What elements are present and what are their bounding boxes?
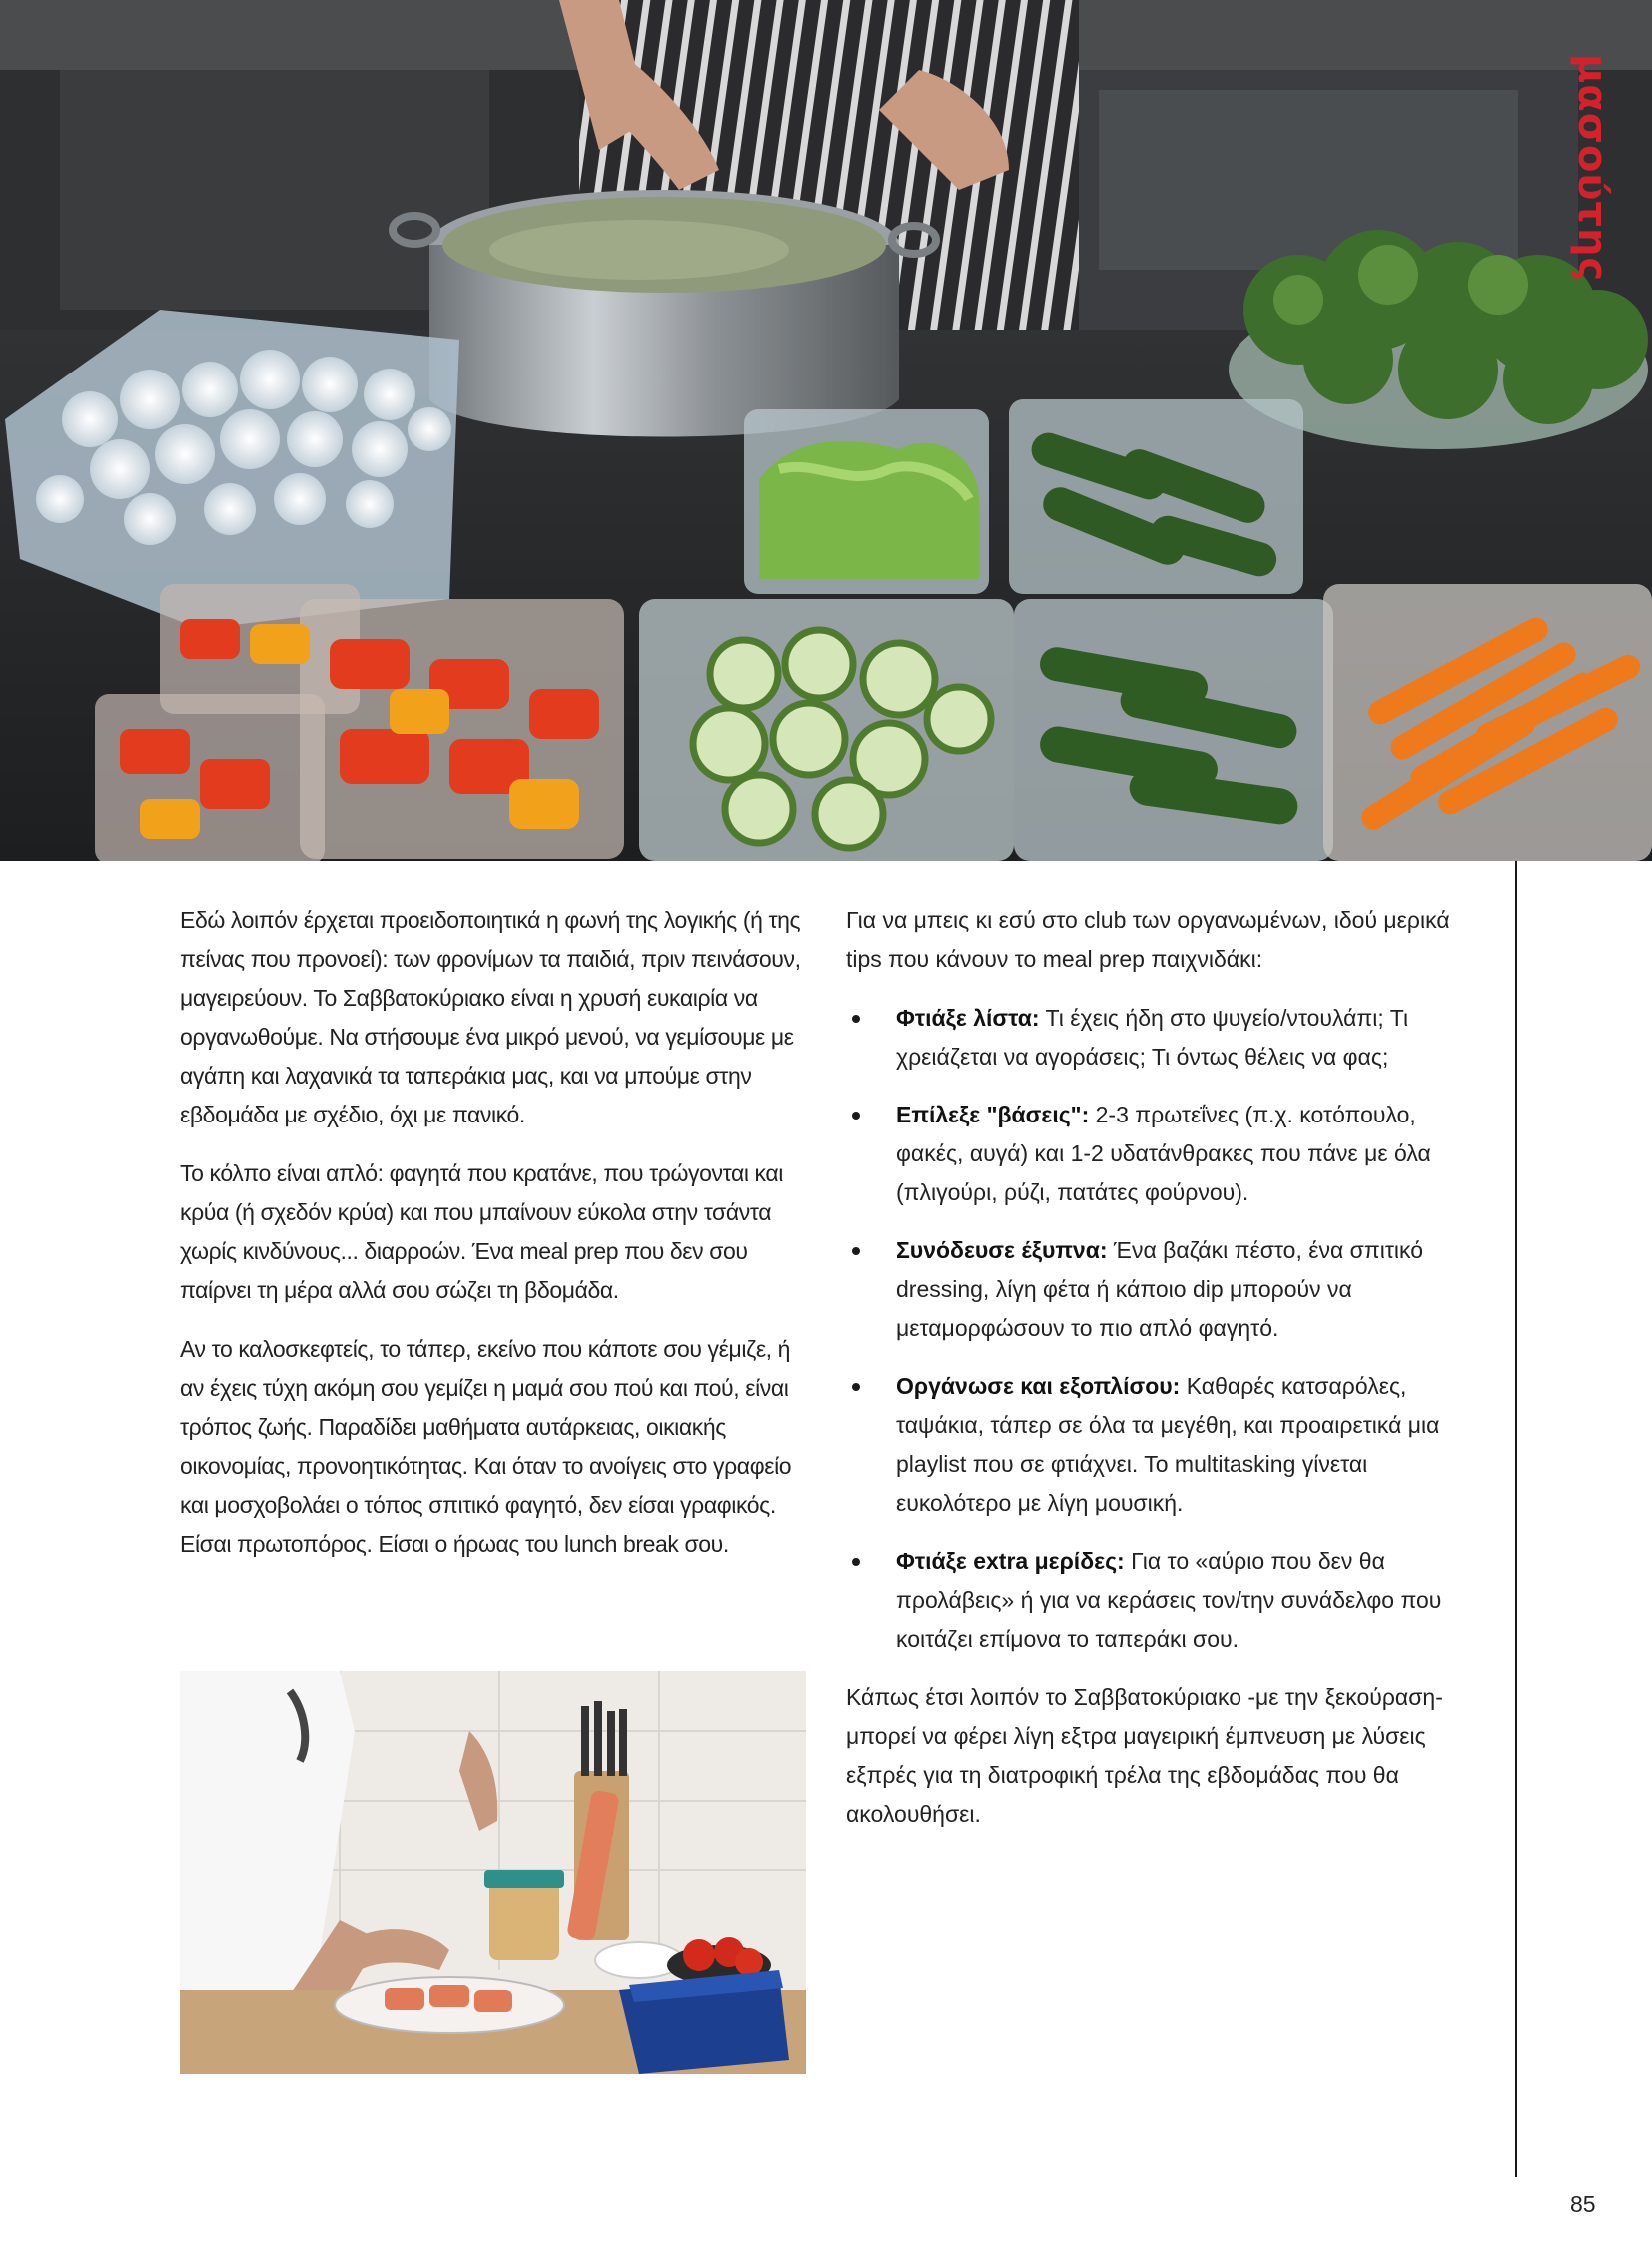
tip-title: Επίλεξε "βάσεις": [896, 1102, 1090, 1127]
list-item [846, 1096, 1470, 1212]
brand-logo [1569, 53, 1615, 283]
list-item [846, 1231, 1470, 1348]
tip-title: Οργάνωσε και εξοπλίσου: [896, 1373, 1181, 1399]
brand-logo-text: μασούτης [1569, 53, 1615, 283]
tips-intro: Για να μπεις κι εσύ στο club των οργανωμένων, ιδού μερικά tips που κάνουν το meal prep παιχνιδάκι: [846, 907, 1450, 972]
person-preparing-food-photo [180, 1671, 806, 2074]
column-divider [1515, 861, 1517, 2177]
tip-text: Ένα βαζάκι πέστο, ένα σπιτικό dressing, λίγη φέτα ή κάποιο dip μπορούν να μεταμορφώσουν το πιο απλό φαγητό. [896, 1237, 1424, 1341]
meal-prep-containers-photo [0, 0, 1652, 861]
tip-text: Για το «αύριο που δεν θα προλάβεις» ή για να κεράσεις τον/την συνάδελφο που κοιτάζει επίμονα το ταπεράκι σου. [896, 1548, 1442, 1652]
paragraph: Αν το καλοσκεφτείς, το τάπερ, εκείνο που κάποτε σου γέμιζε, ή αν έχεις τύχη ακόμη σου γεμίζει η μαμά σου πού και πού, είναι τρόπος ζωής. Παραδίδει μαθήματα αυτάρκειας, οικιακής οικονομίας, προνοητικότητας. Και όταν το ανοίγεις στο γραφείο και μοσχοβολάει ο τόπος σπιτικό φαγητό, δεν είσαι γραφικός. Είσαι πρωτοπόρος. Είσαι ο ήρωας του lunch break σου. [180, 1336, 792, 1557]
tip-title: Φτιάξε λίστα: [896, 1005, 1040, 1031]
hero-photo [0, 0, 1652, 861]
list-item [846, 1542, 1470, 1659]
right-column [846, 901, 1470, 1854]
list-item [846, 999, 1470, 1077]
tip-text: Καθαρές κατσαρόλες, ταψάκια, τάπερ σε όλα τα μεγέθη, και προαιρετικά μια playlist που σε φτιάχνει. Το multitasking γίνεται ευκολότερο με λίγη μουσική. [896, 1373, 1440, 1516]
left-column [180, 901, 807, 1584]
tip-text: Τι έχεις ήδη στο ψυγείο/ντουλάπι; Τι χρειάζεται να αγοράσεις; Τι όντως θέλεις να φας; [896, 1005, 1409, 1070]
inline-photo [180, 1671, 806, 2074]
tip-title: Συνόδευσε έξυπνα: [896, 1237, 1108, 1263]
closing-paragraph: Κάπως έτσι λοιπόν το Σαββατοκύριακο -με την ξεκούραση- μπορεί να φέρει λίγη εξτρα μαγειρική έμπνευση με λύσεις εξπρές για τη διατροφική τρέλα της εβδομάδας που θα ακολουθήσει. [846, 1684, 1443, 1827]
paragraph: Εδώ λοιπόν έρχεται προειδοποιητικά η φωνή της λογικής (ή της πείνας που προνοεί): των φρονίμων τα παιδιά, πριν πεινάσουν, μαγειρεύουν. Το Σαββατοκύριακο είναι η χρυσή ευκαιρία να οργανωθούμε. Να στήσουμε ένα μικρό μενού, να γεμίσουμε με αγάπη και λαχανικά τα ταπεράκια μας, και να μπούμε στην εβδομάδα με σχέδιο, όχι με πανικό. [180, 907, 801, 1127]
paragraph: Το κόλπο είναι απλό: φαγητά που κρατάνε, που τρώγονται και κρύα (ή σχεδόν κρύα) και που μπαίνουν εύκολα στην τσάντα χωρίς κινδύνους... διαρροών. Ένα meal prep που δεν σου παίρνει τη μέρα αλλά σου σώζει τη βδομάδα. [180, 1160, 783, 1303]
tips-list [846, 999, 1470, 1659]
list-item [846, 1367, 1470, 1523]
page-number: 85 [1570, 2191, 1596, 2217]
tip-text: 2-3 πρωτεΐνες (π.χ. κοτόπουλο, φακές, αυγά) και 1-2 υδατάνθρακες που πάνε με όλα (πλιγούρι, ρύζι, πατάτες φούρνου). [896, 1102, 1431, 1205]
tip-title: Φτιάξε extra μερίδες: [896, 1548, 1125, 1574]
